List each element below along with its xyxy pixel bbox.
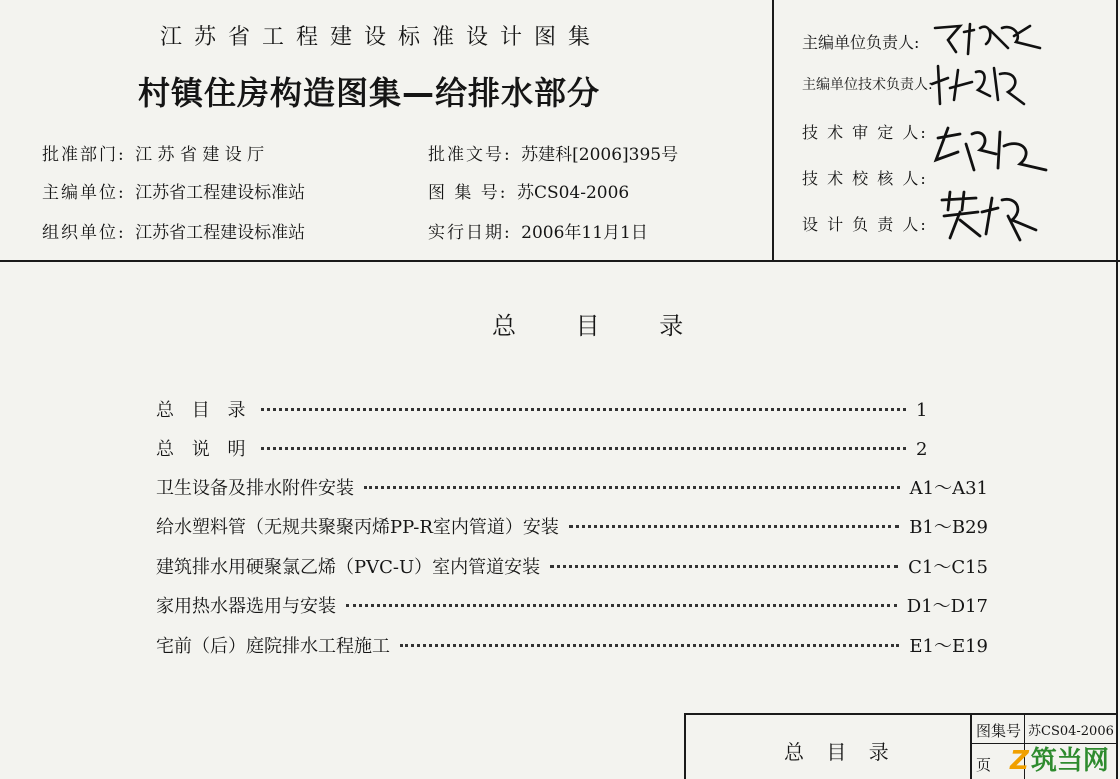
toc-entry-title: 家用热水器选用与安装 [156,596,336,617]
signature-role-tech-lead: 主编单位技术负责人: [802,77,933,93]
organizer-value: 江苏省工程建设标准站 [135,223,306,243]
toc-heading: 总 目 录 [492,312,710,340]
signature-role-chief-unit: 主编单位负责人: [802,33,920,52]
toc-entry-page: D1～D17 [906,596,988,617]
approval-dept-value: 江 苏 省 建 设 厅 [135,145,265,165]
toc-entry-page: B1～B29 [909,517,988,538]
toc-leader-dots [364,486,900,489]
header-bottom-rule [0,260,1120,262]
toc-entry[interactable] [156,632,988,658]
toc-leader-dots [261,447,906,450]
signature-role-checker: 技 术 校 核 人: [802,169,928,188]
toc-entry[interactable] [156,513,988,539]
toc-entry-title: 给水塑料管（无规共聚聚丙烯PP-R室内管道）安装 [156,517,559,538]
toc-entry[interactable] [156,553,988,579]
watermark-text: 筑当网 [1030,746,1109,776]
atlas-number [428,178,629,203]
signature-role-designer: 设 计 负 责 人: [802,215,928,234]
title-block-atlas-value: 苏CS04-2006 [1028,724,1114,739]
toc-entry-title: 宅前（后）庭院排水工程施工 [156,636,390,657]
title-block-divider [970,713,972,779]
title-block-top-rule [684,713,1118,715]
organizer [42,218,305,243]
effective-date [428,218,648,243]
toc-entry-page: 1 [916,400,928,421]
signature-chief-unit [930,18,1050,62]
atlas-number-value: 苏CS04-2006 [516,183,630,203]
toc-entry[interactable] [156,592,988,618]
sheet-title: 总 目 录 [784,740,897,764]
atlas-number-label: 图 集 号: [428,183,508,203]
toc-leader-dots [550,565,898,568]
approval-doc-label: 批准文号: [428,145,512,165]
approval-dept [42,140,264,165]
atlas-series-title: 江苏省工程建设标准设计图集 [160,25,603,50]
watermark-logo-letter: Z [1010,746,1029,776]
chief-editor-label: 主编单位: [42,183,126,203]
toc-entry-page: C1～C15 [908,557,988,578]
right-border [1116,0,1118,779]
site-watermark [1010,740,1109,777]
atlas-title: 村镇住房构造图集—给排水部分 [138,74,601,112]
toc-entry-page: A1～A31 [909,478,988,499]
toc-entry-title: 总 说 明 [156,439,252,460]
signature-reviewer [930,124,1050,180]
toc-entry-title: 卫生设备及排水附件安装 [156,478,354,499]
toc-entry-title: 建筑排水用硬聚氯乙烯（PVC-U）室内管道安装 [156,557,541,578]
toc-leader-dots [346,604,897,607]
chief-editor-value: 江苏省工程建设标准站 [135,183,306,203]
toc-entry[interactable] [156,435,988,461]
toc-entry-page: E1～E19 [909,636,988,657]
header-divider [772,0,774,262]
toc-leader-dots [261,408,906,411]
organizer-label: 组织单位: [42,223,126,243]
effective-date-label: 实行日期: [428,223,512,243]
toc-entry[interactable] [156,396,988,422]
signature-tech-lead [928,60,1038,112]
signature-role-reviewer: 技 术 审 定 人: [802,123,928,142]
title-block-page-label: 页 [976,756,992,774]
approval-dept-label: 批准部门: [42,145,126,165]
toc-entry-page: 2 [916,439,928,460]
chief-editor [42,178,305,203]
approval-doc [428,140,678,165]
toc-leader-dots [400,644,899,647]
title-block-left-rule [684,713,686,779]
toc-leader-dots [569,525,899,528]
approval-doc-value: 苏建科[2006]395号 [521,145,679,165]
toc-entry[interactable] [156,474,988,500]
signature-designer [936,190,1042,244]
effective-date-value: 2006年11月1日 [521,223,648,243]
title-block-atlas-label: 图集号 [976,722,1022,740]
toc-entry-title: 总 目 录 [156,400,252,421]
